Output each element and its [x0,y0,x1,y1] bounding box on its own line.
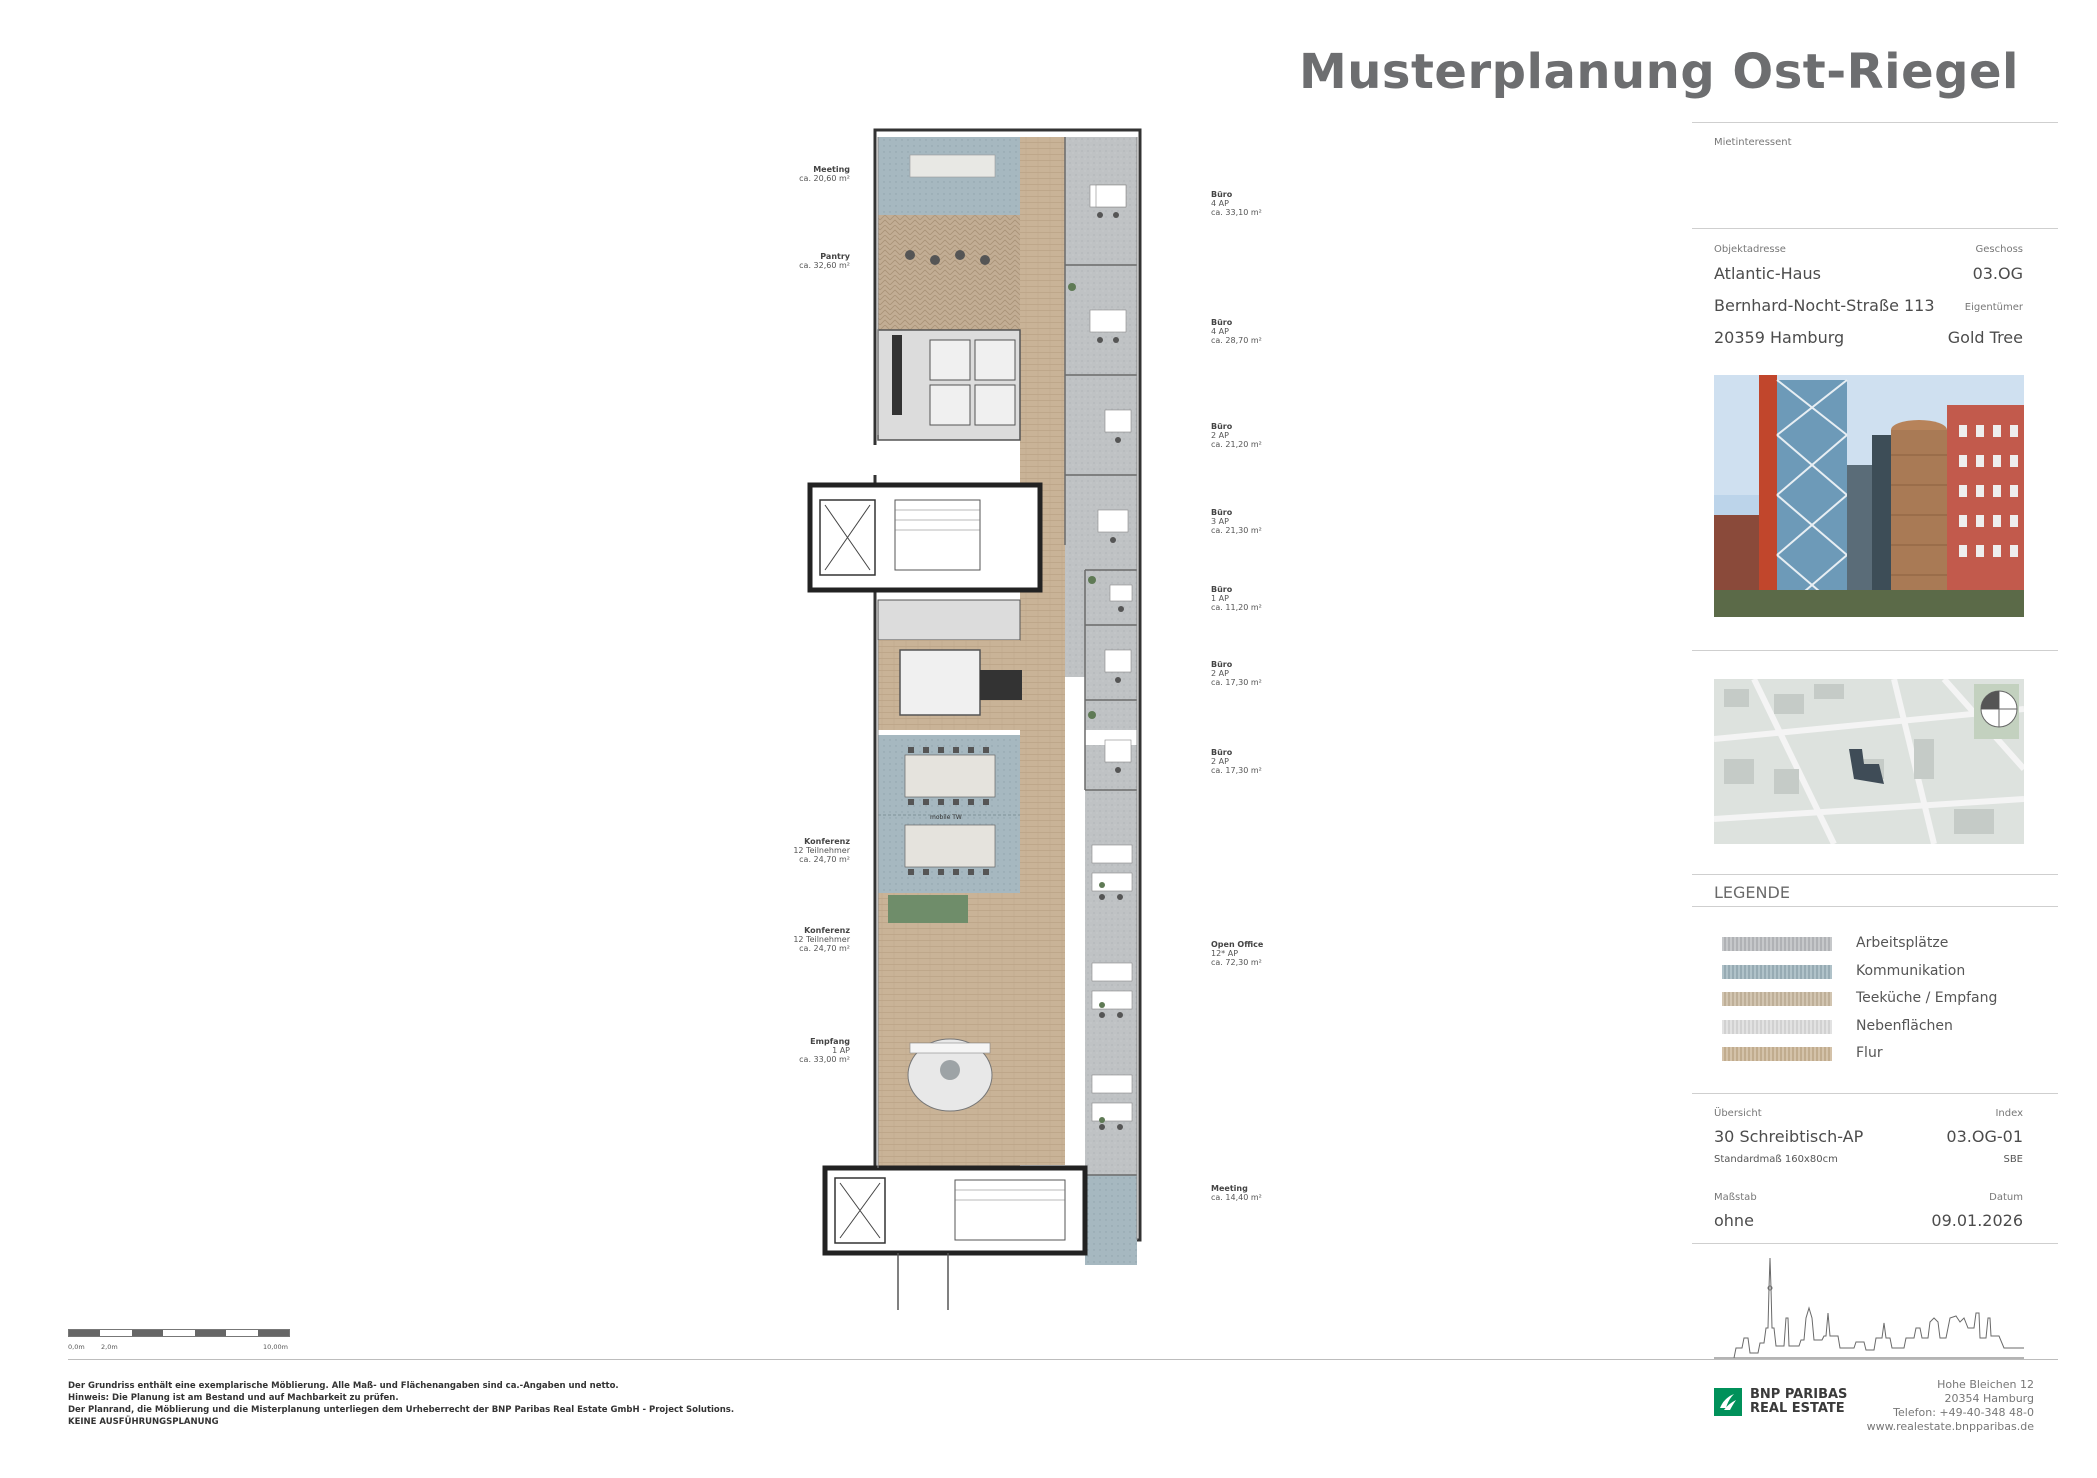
massstab-label: Maßstab [1714,1192,1757,1203]
index-code: SBE [2003,1154,2023,1165]
building-photo [1714,375,2024,617]
room-label-meeting-top: Meeting ca. 20,60 m² [799,165,850,183]
eigentuemer-label: Eigentümer [1964,302,2023,313]
page-title: Musterplanung Ost-Riegel [1298,44,2019,100]
scale-bar [68,1329,290,1337]
legend-label-arbeitsplaetze: Arbeitsplätze [1856,935,1949,951]
footer-note-3: Der Planrand, die Möblierung und die Misterplanung unterliegen dem Urheberrecht der BNP Paribas Real Estate GmbH - Project Solutions. [68,1405,735,1415]
datum-value: 09.01.2026 [1931,1211,2023,1230]
company-website[interactable]: www.realestate.bnpparibas.de [1866,1420,2034,1433]
uebersicht-value: 30 Schreibtisch-AP [1714,1127,1864,1146]
standard-size: Standardmaß 160x80cm [1714,1154,1838,1165]
company-address: Hohe Bleichen 12 20354 Hamburg Telefon: +49-40-348 48-0 www.realestate.bnpparibas.de [1866,1378,2034,1433]
legend-swatch-flur [1722,1047,1832,1061]
objektadresse-label: Objektadresse [1714,244,1786,255]
location-map [1714,679,2024,844]
divider [1692,1243,2058,1244]
divider [1692,122,2058,123]
floor-plan [780,125,1240,1315]
datum-label: Datum [1989,1192,2023,1203]
address-line-1: Atlantic-Haus [1714,264,1821,283]
hamburg-skyline-illustration [1714,1258,2024,1360]
mobile-tw-label: mobile TW [930,814,962,821]
room-label-buero-1: Büro 4 AP ca. 33,10 m² [1211,190,1262,217]
divider [1692,650,2058,651]
eigentuemer-value: Gold Tree [1947,328,2023,347]
room-label-pantry: Pantry ca. 32,60 m² [799,252,850,270]
room-label-empfang: Empfang 1 AP ca. 33,00 m² [799,1037,850,1064]
divider [1692,228,2058,229]
divider [1692,874,2058,875]
room-label-meeting-bottom: Meeting ca. 14,40 m² [1211,1184,1262,1202]
room-label-buero-6: Büro 2 AP ca. 17,30 m² [1211,660,1262,687]
mietinteressent-label: Mietinteressent [1714,137,1792,148]
index-label: Index [1995,1108,2023,1119]
legend-swatch-teekueche [1722,992,1832,1006]
room-label-konferenz-2: Konferenz 12 Teilnehmer ca. 24,70 m² [793,926,850,953]
scale-label-2: 2,0m [101,1343,118,1351]
bnp-paribas-logo [1714,1388,1874,1418]
footer-note-1: Der Grundriss enthält eine exemplarische Möblierung. Alle Maß- und Flächenangaben sind ca.-Angaben und netto. [68,1381,619,1391]
footer-note-4: KEINE AUSFÜHRUNGSPLANUNG [68,1417,219,1427]
room-label-buero-3: Büro 2 AP ca. 21,20 m² [1211,422,1262,449]
room-label-buero-7: Büro 2 AP ca. 17,30 m² [1211,748,1262,775]
footer-divider [68,1359,2058,1360]
room-label-buero-2: Büro 4 AP ca. 28,70 m² [1211,318,1262,345]
room-label-buero-4: Büro 3 AP ca. 21,30 m² [1211,508,1262,535]
scale-label-0: 0,0m [68,1343,85,1351]
address-line-2: Bernhard-Nocht-Straße 113 [1714,296,1935,315]
massstab-value: ohne [1714,1211,1754,1230]
room-label-buero-5: Büro 1 AP ca. 11,20 m² [1211,585,1262,612]
geschoss-value: 03.OG [1972,264,2023,283]
legend-label-kommunikation: Kommunikation [1856,963,1966,979]
scale-label-10: 10,00m [263,1343,288,1351]
geschoss-label: Geschoss [1975,244,2023,255]
legend-swatch-kommunikation [1722,965,1832,979]
uebersicht-label: Übersicht [1714,1108,1762,1119]
legend-label-nebenflaechen: Nebenflächen [1856,1018,1953,1034]
divider [1692,906,2058,907]
divider [1692,1093,2058,1094]
legend-heading: LEGENDE [1714,883,1790,902]
footer-note-2: Hinweis: Die Planung ist am Bestand und auf Machbarkeit zu prüfen. [68,1393,399,1403]
company-name-line2: REAL ESTATE [1750,1401,1845,1416]
legend-label-teekueche: Teeküche / Empfang [1856,990,1998,1006]
company-name-line1: BNP PARIBAS [1750,1387,1848,1402]
room-label-konferenz-1: Konferenz 12 Teilnehmer ca. 24,70 m² [793,837,850,864]
room-label-open-office: Open Office 12* AP ca. 72,30 m² [1211,940,1264,967]
legend-swatch-nebenflaechen [1722,1020,1832,1034]
index-value: 03.OG-01 [1946,1127,2023,1146]
legend-swatch-arbeitsplaetze [1722,937,1832,951]
legend-label-flur: Flur [1856,1045,1883,1061]
address-line-3: 20359 Hamburg [1714,328,1845,347]
